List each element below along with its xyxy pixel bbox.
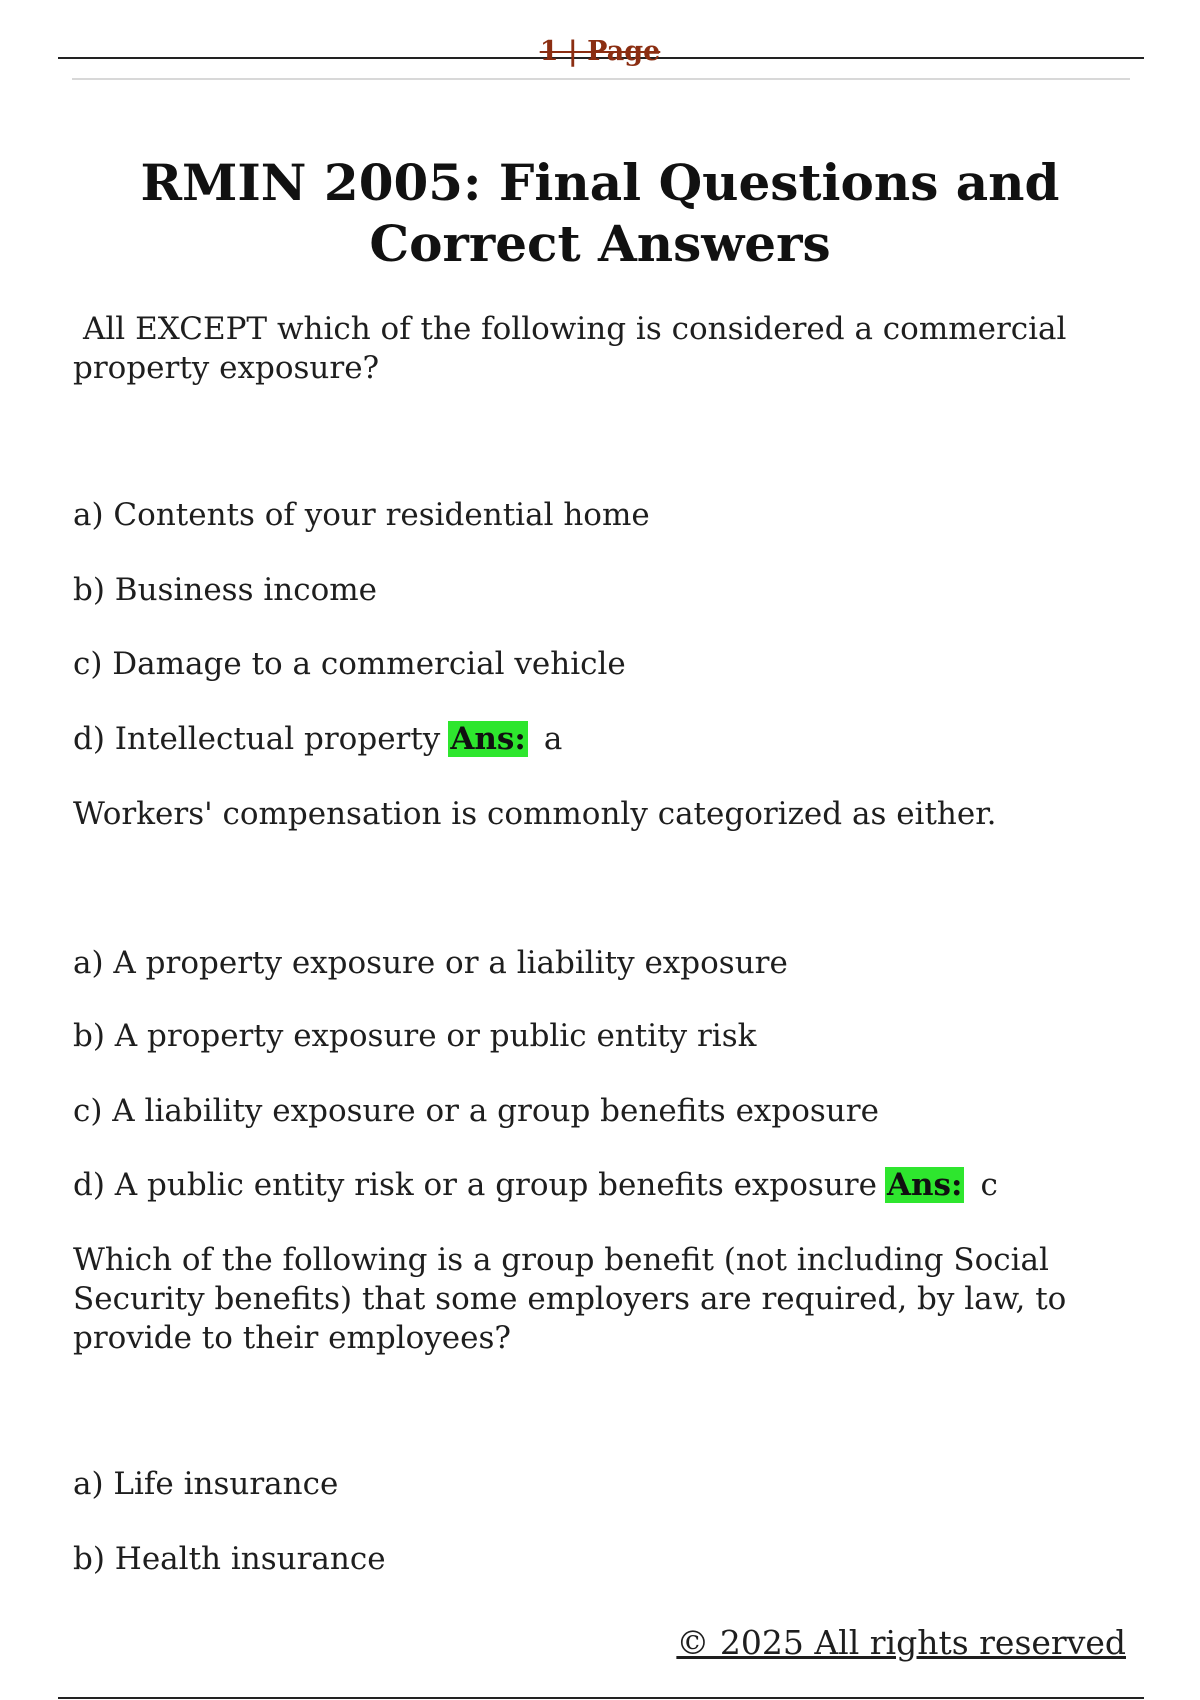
question-1-option-a: a) Contents of your residential home bbox=[73, 497, 650, 533]
question-2-text: Workers' compensation is commonly categorized as either. bbox=[73, 796, 997, 832]
answer-label: Ans: bbox=[886, 1167, 963, 1203]
question-1-option-c: c) Damage to a commercial vehicle bbox=[73, 646, 626, 682]
question-1-text bbox=[73, 310, 1093, 388]
question-2-option-c: c) A liability exposure or a group benefits exposure bbox=[73, 1093, 879, 1129]
question-3-text: Which of the following is a group benefit (not including Social Security benefits) that some employers are required, by law, to provide to their employees? bbox=[73, 1242, 1067, 1356]
question-1-text-span: All EXCEPT which of the following is considered a commercial property exposure? bbox=[73, 311, 1067, 386]
question-2-option-d-text: d) A public entity risk or a group benefits exposure bbox=[73, 1167, 877, 1203]
copyright-notice: © 2025 All rights reserved bbox=[676, 1623, 1126, 1662]
question-2-option-b: b) A property exposure or public entity risk bbox=[73, 1018, 757, 1054]
document-title: RMIN 2005: Final Questions and Correct Answers bbox=[140, 153, 1060, 273]
question-1-option-d bbox=[73, 720, 562, 759]
question-3-option-a: a) Life insurance bbox=[73, 1466, 339, 1502]
answer-value: a bbox=[543, 721, 563, 757]
question-1-option-d-text: d) Intellectual property bbox=[73, 721, 441, 757]
question-3-option-b: b) Health insurance bbox=[73, 1541, 386, 1577]
page-number-label: 1 | Page bbox=[539, 36, 661, 67]
answer-label: Ans: bbox=[450, 721, 526, 757]
question-2-option-a: a) A property exposure or a liability exposure bbox=[73, 945, 788, 981]
header-divider bbox=[72, 78, 1130, 80]
question-2-option-d bbox=[73, 1166, 998, 1205]
answer-value: c bbox=[980, 1167, 998, 1203]
footer-rule bbox=[58, 1697, 1144, 1699]
question-1-option-b: b) Business income bbox=[73, 572, 377, 608]
